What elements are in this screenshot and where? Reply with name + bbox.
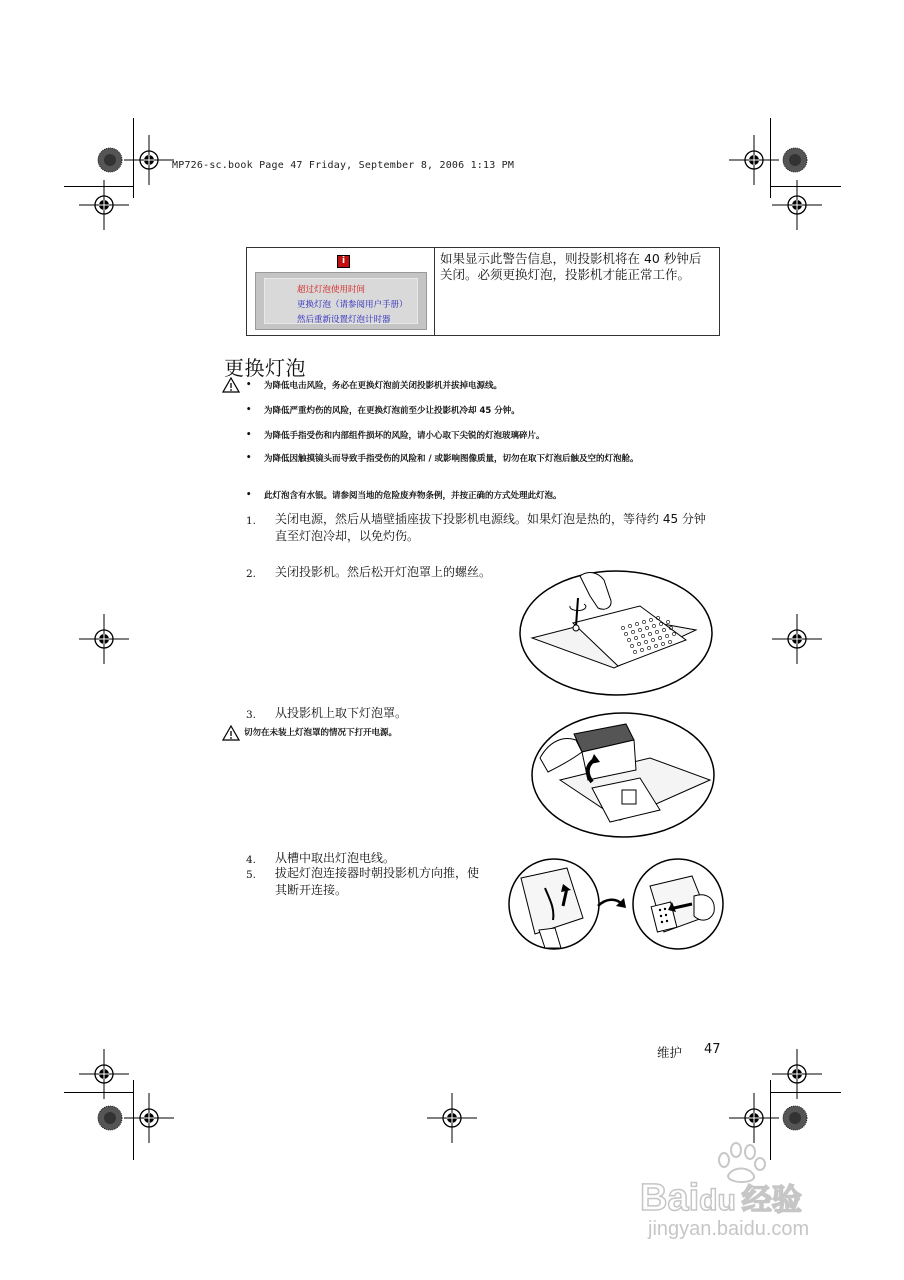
osd-line-3: 然后重新设置灯泡计时器 [297,315,391,325]
page-number: 47 [704,1042,721,1057]
watermark-brand-cn: 经验 [741,1184,802,1217]
loosen-screw-illustration [518,568,714,698]
bullet-icon: • [246,430,252,440]
step-number: 3. [246,709,257,721]
pull-wire-illustration [505,858,603,950]
caution-triangle-icon [222,725,240,741]
section-title: 更换灯泡 [224,356,306,380]
bullet-icon: • [246,405,252,415]
warning-item: 为降低因触摸镜头而导致手指受伤的风险和 / 或影响图像质量，切勿在取下灯泡后触及空的灯泡舱。 [264,454,639,464]
step-text: 关闭电源，然后从墙壁插座拔下投影机电源线。如果灯泡是热的，等待约 45 分钟直至灯泡冷却，以免灼伤。 [275,512,706,543]
osd-warning-message [255,272,427,330]
warning-description: 如果显示此警告信息，则投影机将在 40 秒钟后关闭。必须更换灯泡，投影机才能正常工作。 [440,251,702,282]
watermark-brand-bai: Bai [640,1177,700,1219]
warning-item: 为降低严重灼伤的风险，在更换灯泡前至少让投影机冷却 45 分钟。 [264,406,520,416]
bullet-icon: • [246,490,252,500]
step-number: 2. [246,568,257,580]
step-number: 4. [246,854,257,866]
watermark-brand [640,1175,802,1220]
step-text: 从槽中取出灯泡电线。 [275,851,396,865]
warning-item: 为降低手指受伤和内部组件损坏的风险，请小心取下尖锐的灯泡玻璃碎片。 [264,431,545,441]
bullet-icon: • [246,453,252,463]
caution-triangle-icon [222,377,240,393]
step-text: 拔起灯泡连接器时朝投影机方向推，使其断开连接。 [275,866,480,897]
step-text: 从投影机上取下灯泡罩。 [275,706,408,720]
osd-line-2: 更换灯泡（请参阅用户手册） [297,300,408,310]
step-number: 1. [246,515,257,527]
step-number: 5. [246,869,257,881]
warning-item: 此灯泡含有水银。请参阅当地的危险废弃物条例，并按正确的方式处理此灯泡。 [264,491,562,501]
arrow-right-icon [594,892,628,914]
step-text: 关闭投影机。然后松开灯泡罩上的螺丝。 [275,565,492,579]
watermark-brand-du: du [699,1184,736,1217]
watermark-url: jingyan.baidu.com [648,1218,810,1240]
table-divider [434,248,435,335]
footer-section-label: 维护 [657,1045,683,1060]
baidu-jingyan-watermark [640,1140,860,1240]
bullet-icon: • [246,380,252,390]
step3-caution-text: 切勿在未装上灯泡罩的情况下打开电源。 [244,728,398,738]
disconnect-connector-illustration [630,858,726,950]
print-info: MP726-sc.book Page 47 Friday, September 8, 2006 1:13 PM [172,160,515,171]
remove-lamp-cover-illustration [530,710,716,840]
lamp-warning-table [246,247,720,336]
warning-i-icon: i [337,255,350,268]
warning-item: 为降低电击风险，务必在更换灯泡前关闭投影机并拔掉电源线。 [264,381,503,391]
osd-inner [264,278,418,324]
osd-line-1: 超过灯泡使用时间 [297,285,366,295]
